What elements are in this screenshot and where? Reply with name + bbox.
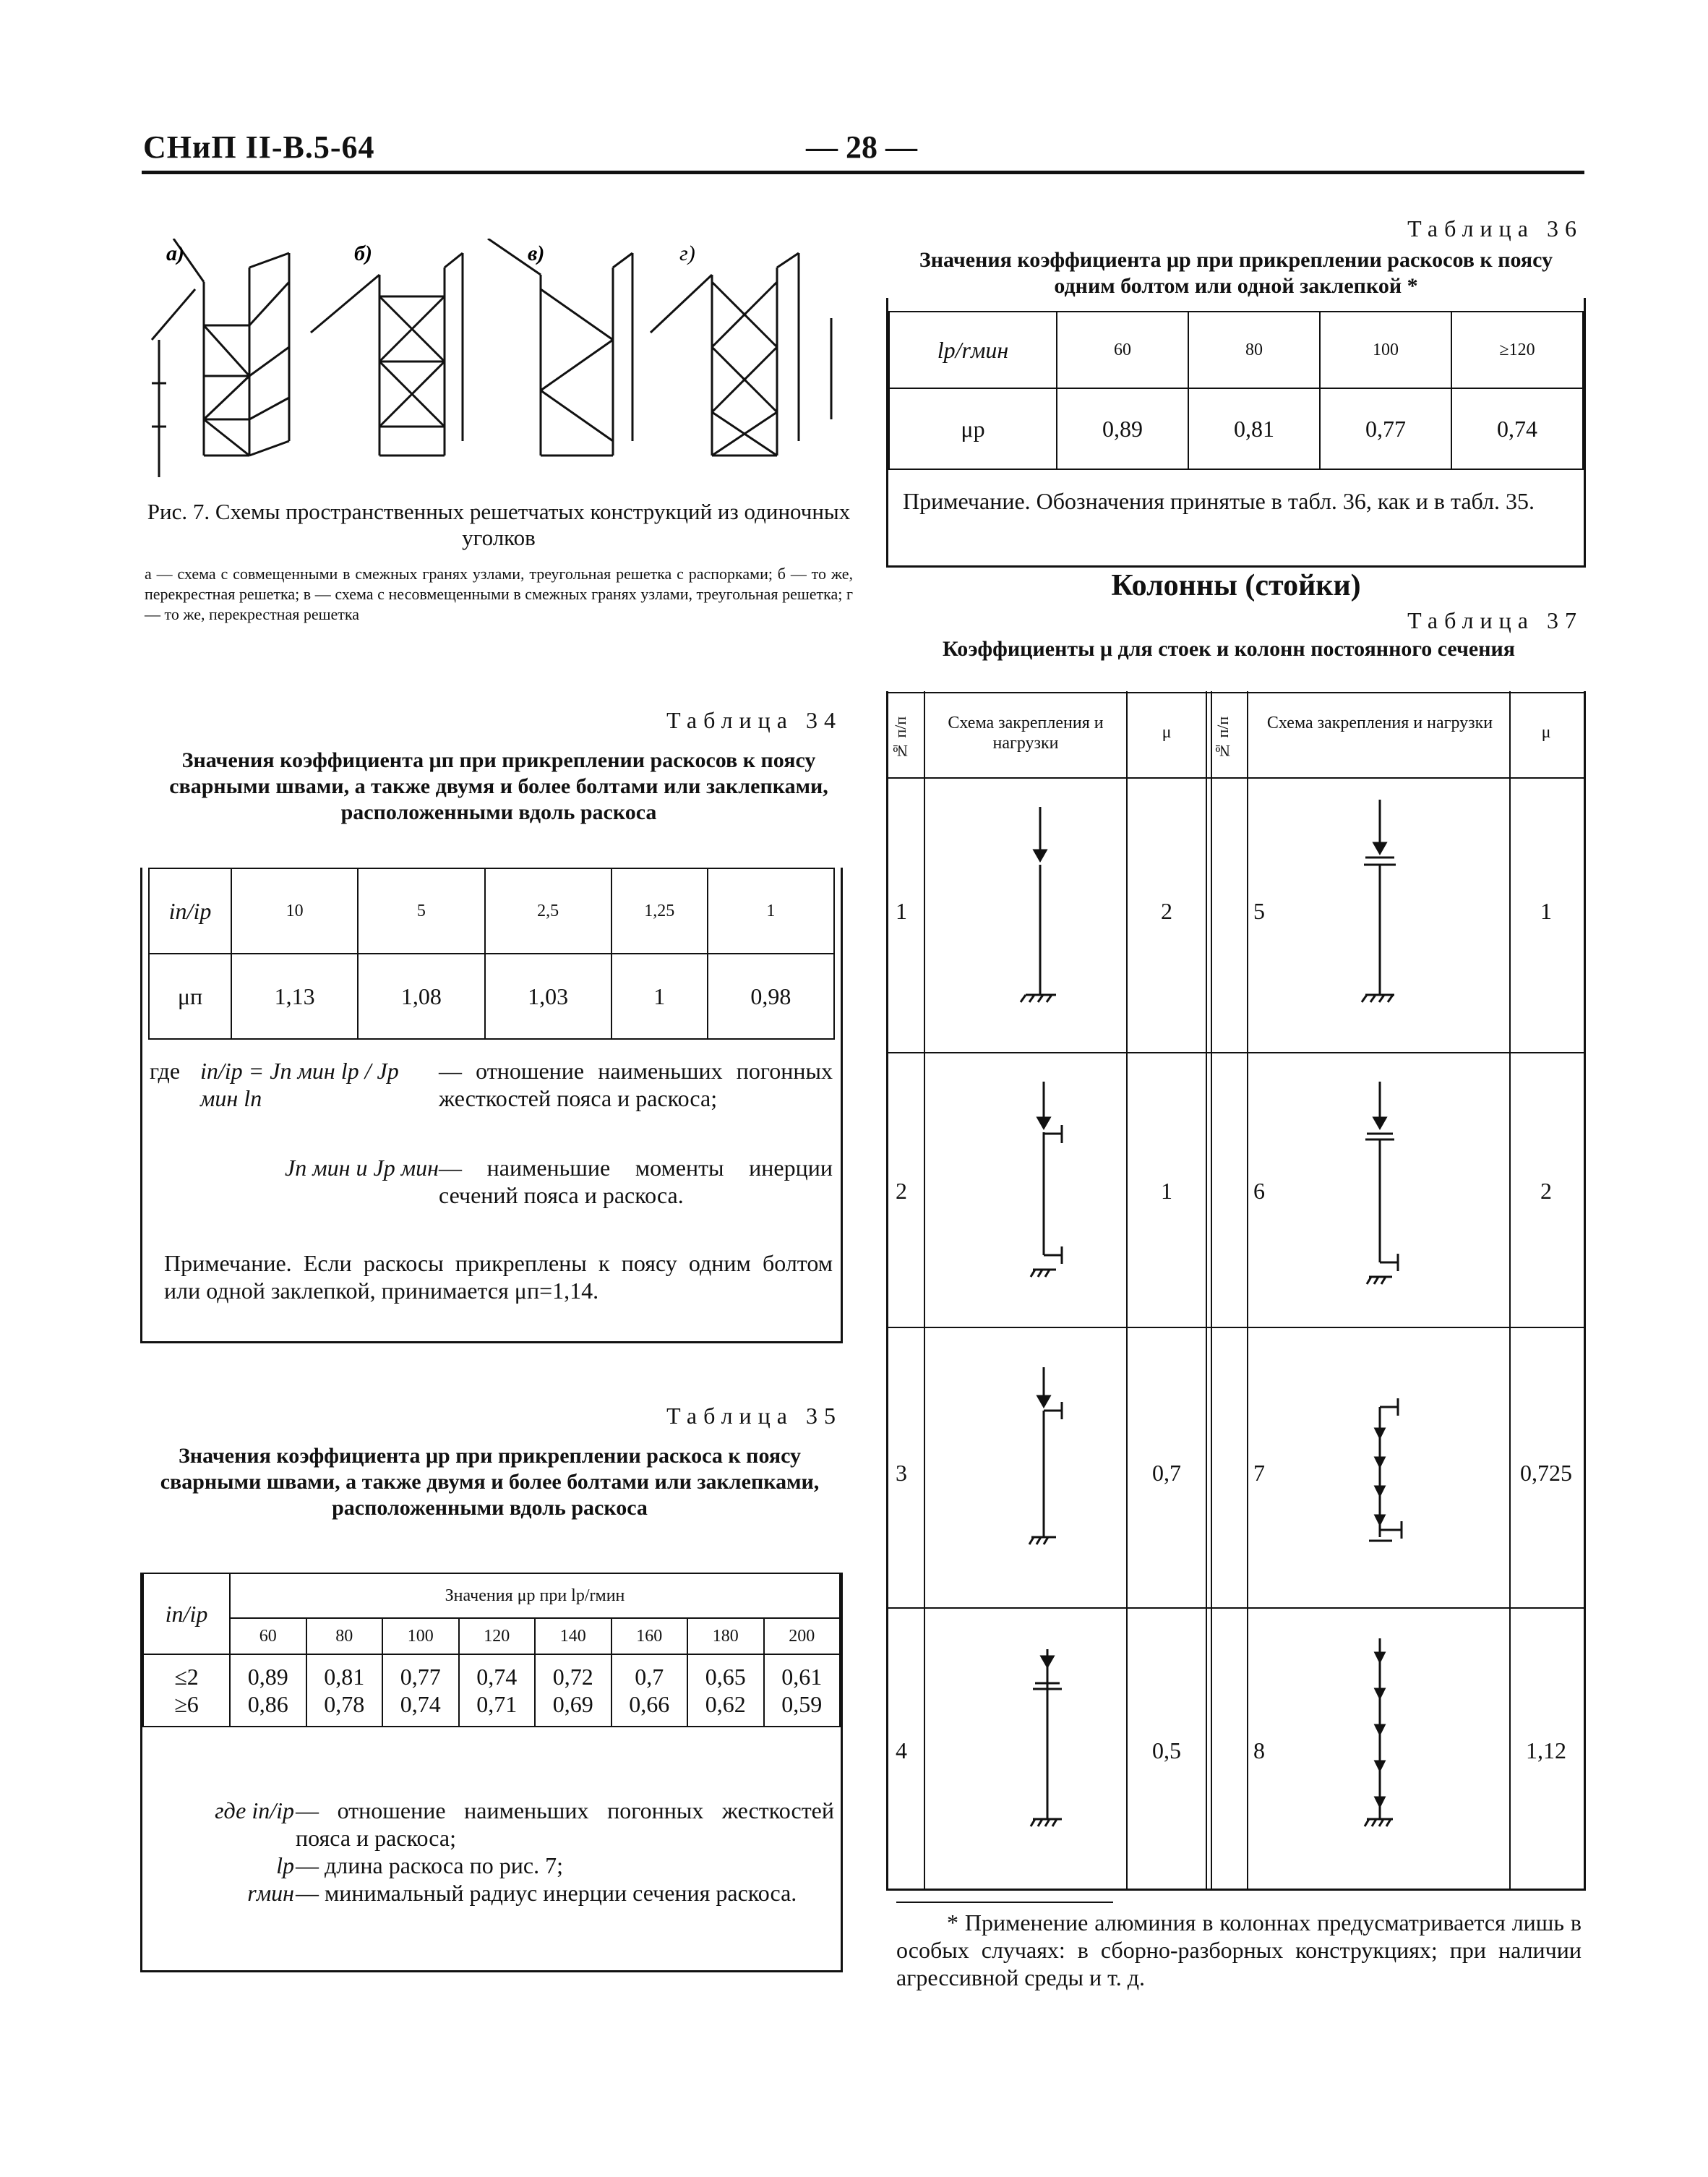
table-35-row-labels: [143, 1654, 230, 1727]
figure-7: [145, 239, 853, 484]
scheme-8-drawing: [1365, 1638, 1393, 1826]
table-35-col-8: 200: [764, 1618, 841, 1654]
table-37-row-1-mu: 2: [1161, 898, 1172, 924]
table-36-head-3: 100: [1320, 312, 1451, 388]
table-37-row-8-mu: 1,12: [1526, 1737, 1566, 1763]
table-37-head-mu-left: μ: [1162, 723, 1172, 742]
table-37-row-3-mu: 0,7: [1152, 1460, 1181, 1486]
scheme-v-drawing: [488, 239, 632, 455]
table-34-note: Примечание. Если раскосы прикреплены к поясу одним болтом или одной заклепкой, принимается μп=1,14.: [164, 1250, 833, 1304]
scheme-b-drawing: [311, 253, 463, 455]
table-34-def-1: — отношение наименьших погонных жесткостей пояса и раскоса;: [439, 1058, 833, 1111]
table-34-cell-5: 0,98: [708, 954, 834, 1039]
table-34-title: Значения коэффициента μп при прикреплении раскосов к поясу сварными швами, а также двумя и более болтами или заклепками, расположенными вдоль раскоса: [169, 748, 828, 824]
table-37-row-3-num: 3: [896, 1460, 907, 1486]
table-37-row-8-num: 8: [1253, 1737, 1265, 1763]
table-36-cell-4: 0,74: [1451, 388, 1583, 469]
table-36: [888, 311, 1584, 470]
table-36-note: Примечание. Обозначения принятые в табл. 36, как и в табл. 35.: [903, 488, 1535, 514]
figure-7-drawing: [145, 239, 853, 484]
table-34-head-5: 1: [708, 868, 834, 954]
table-35-cell: 0,66: [629, 1691, 670, 1717]
table-37-grid: [888, 691, 1584, 1889]
table-37-row-5-num: 5: [1253, 898, 1265, 924]
scheme-a-label: а): [166, 241, 184, 265]
table-37-head-num-left: № п/п: [891, 716, 909, 761]
table-34-cell-1: 1,13: [231, 954, 358, 1039]
scheme-a-drawing: [152, 239, 289, 477]
table-37-row-5-mu: 1: [1540, 898, 1552, 924]
table-35-col-7-values: [687, 1654, 764, 1727]
table-34-head-2: 5: [358, 868, 484, 954]
table-35-def-2-term: lр: [276, 1852, 294, 1878]
table-34-frame: [140, 868, 843, 1343]
table-35-cell: 0,62: [705, 1691, 746, 1717]
table-35-def-3-term: rмин: [247, 1880, 294, 1906]
table-34-cell-2: 1,08: [358, 954, 484, 1039]
table-35-cell: 0,65: [705, 1664, 746, 1690]
table-35-def-1-term: где iп/iр: [215, 1797, 294, 1823]
table-37-row-7-num: 7: [1253, 1460, 1265, 1486]
scheme-g-label: г): [679, 241, 695, 265]
table-35-def-3: — минимальный радиус инерции сечения раскоса.: [296, 1880, 797, 1906]
table-35-cell: 0,72: [552, 1664, 593, 1690]
table-37-footnote: * Применение алюминия в колоннах предусматривается лишь в особых случаях: в сборно-разборных конструкциях; при наличии агрессивной среды и т. д.: [896, 1909, 1582, 1990]
scheme-g-drawing: [651, 253, 831, 455]
table-35-cell: 0,61: [781, 1664, 823, 1690]
figure-7-legend: а — схема с совмещенными в смежных гранях узлами, треугольная решетка с распорками; б — то же, перекрестная решетка; в — схема с несовмещенными в смежных гранях узлами, треугольная решетка; г — то же, перекрестная решетка: [145, 565, 853, 623]
table-34-head-3: 2,5: [485, 868, 611, 954]
table-34-head-1: 10: [231, 868, 358, 954]
table-35-col-6-values: [611, 1654, 688, 1727]
table-37-head-mu-right: μ: [1541, 723, 1551, 742]
table-35-col-2: 80: [306, 1618, 383, 1654]
table-37-head-scheme-right: Схема закрепления и нагрузки: [1266, 714, 1493, 732]
scheme-4-drawing: [1031, 1649, 1062, 1826]
table-35-cell: 0,81: [324, 1664, 365, 1690]
scheme-1-drawing: [1021, 807, 1056, 1002]
table-37-row-6-num: 6: [1253, 1178, 1265, 1204]
table-37-head-scheme-left: Схема закрепления и нагрузки: [948, 714, 1104, 753]
table-36-head-2: 80: [1188, 312, 1320, 388]
table-35-def-2: — длина раскоса по рис. 7;: [296, 1852, 563, 1878]
table-37-row-4-num: 4: [896, 1737, 907, 1763]
table-36-head-1: 60: [1057, 312, 1188, 388]
table-34-cell-4: 1: [611, 954, 708, 1039]
table-34-head-4: 1,25: [611, 868, 708, 954]
table-35: [142, 1573, 841, 1727]
table-37-row-6-mu: 2: [1540, 1178, 1552, 1204]
table-35-number: Таблица 35: [666, 1403, 842, 1429]
table-37-head-num-right: № п/п: [1214, 716, 1232, 761]
table-35-col-3-values: [382, 1654, 459, 1727]
table-37-title: Коэффициенты μ для стоек и колонн постоянного сечения: [942, 637, 1516, 661]
table-35-cell: 0,69: [552, 1691, 593, 1717]
table-35-cell: 0,89: [247, 1664, 288, 1690]
table-36-row-label: μр: [889, 388, 1057, 469]
table-35-col-1-values: [230, 1654, 306, 1727]
table-35-cell: 0,78: [324, 1691, 365, 1717]
table-34-def-2: — наименьшие моменты инерции сечений пояса и раскоса.: [439, 1155, 833, 1208]
table-34-formula: iп/iр = Jп мин lр / Jр мин lп: [200, 1058, 399, 1111]
table-35-col-5: 140: [535, 1618, 611, 1654]
table-35-cell: 0,7: [635, 1664, 664, 1690]
table-35-group-head: Значения μр при lр/rмин: [230, 1573, 840, 1618]
table-35-col-3: 100: [382, 1618, 459, 1654]
scheme-5-drawing: [1362, 800, 1396, 1002]
scheme-3-drawing: [1029, 1367, 1062, 1544]
scheme-7-drawing: [1369, 1398, 1402, 1541]
table-34-def-2-term: Jп мин и Jр мин: [285, 1155, 439, 1181]
table-36-cell-1: 0,89: [1057, 388, 1188, 469]
table-36-title: Значения коэффициента μр при прикреплении раскосов к поясу одним болтом или одной заклепкой *: [919, 248, 1553, 298]
table-36-head-0: lр/rмин: [889, 312, 1057, 388]
table-35-def-1: — отношение наименьших погонных жесткостей пояса и раскоса;: [296, 1797, 834, 1851]
table-34-cell-3: 1,03: [485, 954, 611, 1039]
scheme-2-drawing: [1031, 1082, 1062, 1277]
table-35-col-1: 60: [230, 1618, 306, 1654]
table-35-col-4: 120: [459, 1618, 536, 1654]
table-36-cell-3: 0,77: [1320, 388, 1451, 469]
table-35-col-4-values: [459, 1654, 536, 1727]
figure-7-caption: Рис. 7. Схемы пространственных решетчатых конструкций из одиночных уголков: [147, 499, 851, 550]
table-36-number: Таблица 36: [1407, 215, 1583, 241]
scheme-b-label: б): [354, 241, 372, 265]
table-35-row-2-label: ≥6: [174, 1691, 199, 1717]
page-number: — 28 —: [806, 129, 917, 165]
table-36-cell-2: 0,81: [1188, 388, 1320, 469]
header-rule: [142, 171, 1584, 174]
table-37-frame: [886, 691, 1586, 1891]
table-35-cell: 0,74: [400, 1691, 441, 1717]
footnote-rule: [896, 1902, 1113, 1903]
table-37-row-7-mu: 0,725: [1520, 1460, 1572, 1486]
table-36-head-4: ≥120: [1451, 312, 1583, 388]
table-35-col-2-values: [306, 1654, 383, 1727]
table-35-col-8-values: [764, 1654, 841, 1727]
table-36-frame: [886, 298, 1586, 568]
table-35-col-6: 160: [611, 1618, 688, 1654]
table-35-cell: 0,77: [400, 1664, 441, 1690]
table-37-row-2-num: 2: [896, 1178, 907, 1204]
table-34-row-label: μп: [149, 954, 231, 1039]
scheme-v-label: в): [528, 241, 545, 265]
table-37-number: Таблица 37: [1407, 607, 1583, 633]
table-34-number: Таблица 34: [666, 707, 842, 733]
table-35-cell: 0,86: [247, 1691, 288, 1717]
table-35-col-5-values: [535, 1654, 611, 1727]
table-35-cell: 0,71: [476, 1691, 518, 1717]
table-34-where: где: [150, 1058, 181, 1084]
table-37-row-1-num: 1: [896, 898, 907, 924]
table-35-cell: 0,74: [476, 1664, 518, 1690]
section-heading: Колонны (стойки): [1111, 569, 1361, 602]
table-35-row-head: iп/iр: [143, 1573, 230, 1654]
table-35-col-7: 180: [687, 1618, 764, 1654]
table-35-frame: [140, 1573, 843, 1972]
table-34-head-0: iп/iр: [149, 868, 231, 954]
scheme-6-drawing: [1365, 1082, 1398, 1284]
document-code: СНиП II-В.5-64: [143, 129, 375, 165]
table-34: [148, 868, 835, 1040]
table-37-row-4-mu: 0,5: [1152, 1737, 1181, 1763]
table-35-title: Значения коэффициента μр при прикреплении раскоса к поясу сварными швами, а также двумя и более болтами или заклепками, расположенными вдоль раскоса: [160, 1444, 820, 1520]
table-37-row-2-mu: 1: [1161, 1178, 1172, 1204]
table-35-cell: 0,59: [781, 1691, 823, 1717]
table-35-row-1-label: ≤2: [174, 1664, 199, 1690]
